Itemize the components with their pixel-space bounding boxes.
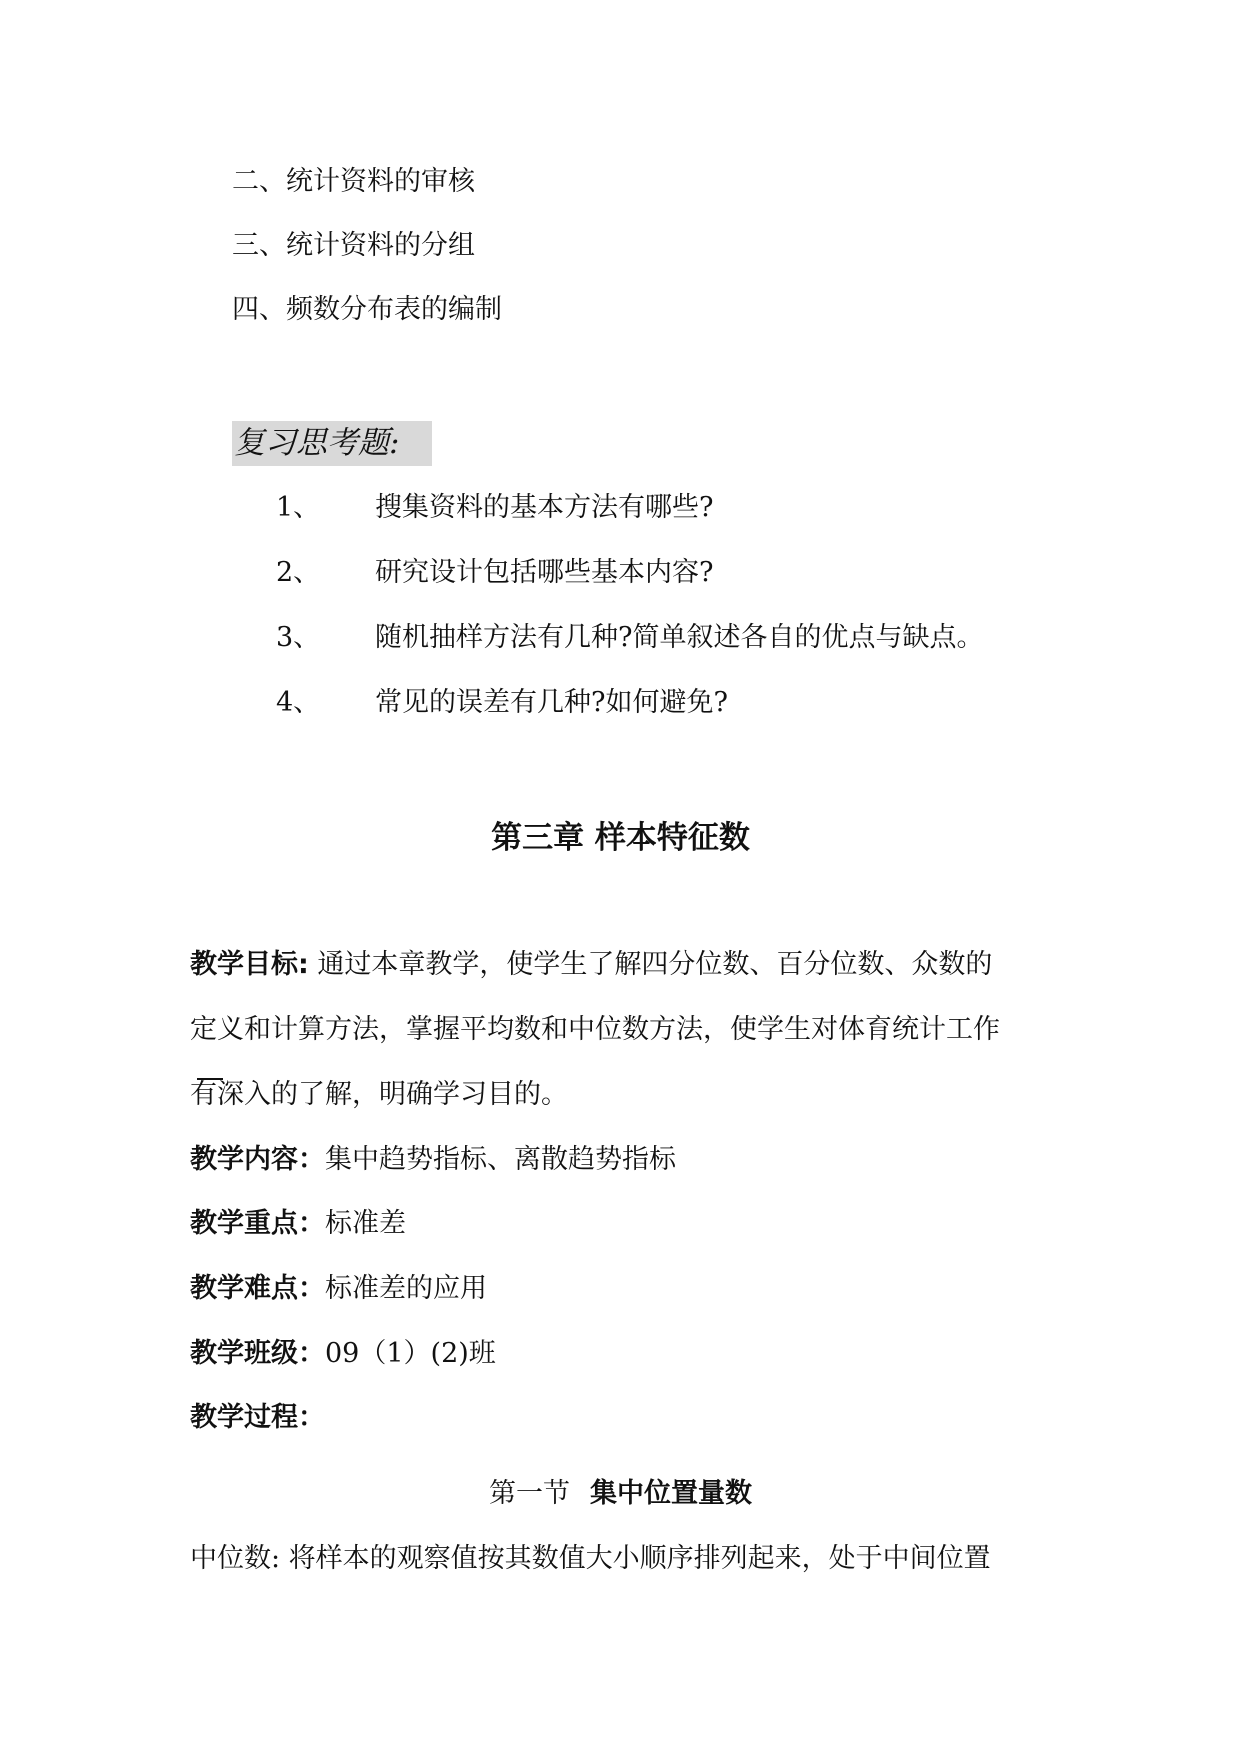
question-text: 常见的误差有几种?如何避免? <box>375 687 728 718</box>
section-prefix: 第一节 <box>489 1478 570 1509</box>
teaching-key-line <box>190 1206 406 1242</box>
teaching-goal-text-line: 有深入的了解，明确学习目的。 <box>190 1079 568 1110</box>
chapter-title: 第三章 样本特征数 <box>491 820 750 856</box>
teaching-difficulty-label: 教学难点： <box>190 1273 325 1304</box>
question-text: 随机抽样方法有几种?简单叙述各自的优点与缺点。 <box>375 622 984 653</box>
teaching-key-value: 标准差 <box>325 1208 406 1239</box>
teaching-content-label: 教学内容： <box>190 1144 325 1175</box>
teaching-key-label: 教学重点： <box>190 1208 325 1239</box>
review-questions-heading: 复习思考题: <box>232 421 432 466</box>
teaching-content-value: 集中趋势指标、离散趋势指标 <box>325 1144 676 1175</box>
median-label: 中位数 <box>190 1543 271 1574</box>
teaching-process-label: 教学过程： <box>190 1402 325 1433</box>
outline-item: 四、频数分布表的编制 <box>232 294 502 325</box>
question-text: 搜集资料的基本方法有哪些? <box>375 492 714 523</box>
teaching-class-label: 教学班级： <box>190 1338 325 1369</box>
teaching-difficulty-line <box>190 1271 487 1307</box>
teaching-content-line <box>190 1142 676 1178</box>
question-number: 2、 <box>276 557 321 588</box>
teaching-class-value: 09（1）(2)班 <box>325 1338 496 1369</box>
outline-item: 三、统计资料的分组 <box>232 230 475 261</box>
teaching-goal-text-line: 定义和计算方法，掌握平均数和中位数方法，使学生对体育统计工作 <box>190 1014 1000 1045</box>
question-number: 1、 <box>276 492 321 523</box>
question-number: 4、 <box>276 687 321 718</box>
question-text: 研究设计包括哪些基本内容? <box>375 557 714 588</box>
median-definition-line <box>190 1541 991 1577</box>
teaching-difficulty-value: 标准差的应用 <box>325 1273 487 1304</box>
section-name: 集中位置量数 <box>590 1478 752 1509</box>
outline-item: 二、统计资料的审核 <box>232 166 475 197</box>
teaching-goal-line <box>190 947 992 983</box>
median-text: : 将样本的观察值按其数值大小顺序排列起来，处于中间位置 <box>271 1543 991 1574</box>
section-title <box>0 1476 1241 1512</box>
teaching-class-line <box>190 1336 496 1372</box>
teaching-goal-text: 通过本章教学，使学生了解四分位数、百分位数、众数的 <box>308 949 993 980</box>
teaching-process-line <box>190 1400 325 1436</box>
question-number: 3、 <box>276 622 321 653</box>
teaching-goal-label: 教学目标: <box>190 949 309 980</box>
